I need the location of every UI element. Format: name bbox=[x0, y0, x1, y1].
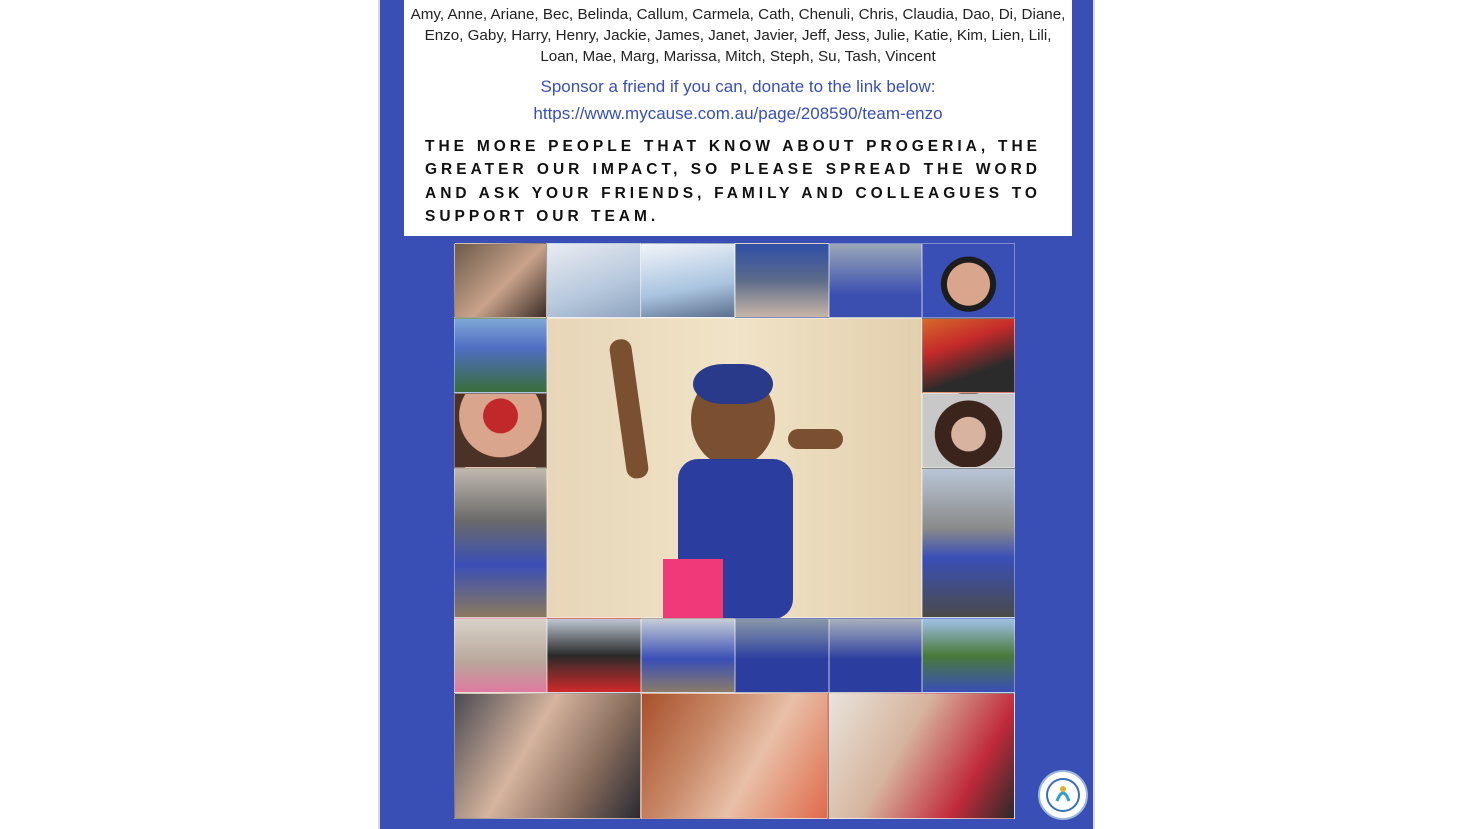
photo-tile bbox=[454, 618, 547, 693]
photo-tile bbox=[922, 618, 1015, 693]
photo-tile bbox=[828, 693, 1015, 819]
photo-tile bbox=[922, 468, 1015, 618]
photo-tile bbox=[641, 618, 735, 693]
photo-tile bbox=[454, 393, 547, 468]
photo-tile bbox=[829, 618, 922, 693]
awareness-message: THE MORE PEOPLE THAT KNOW ABOUT PROGERIA, THE GREATER OUR IMPACT, SO PLEASE SPREAD THE WORD AND ASK YOUR FRIENDS, FAMILY AND COLLEAGUES TO SUPPORT OUR TEAM. bbox=[425, 138, 1041, 225]
donation-link[interactable]: https://www.mycause.com.au/page/208590/team-enzo bbox=[533, 104, 943, 123]
photo-tile bbox=[454, 318, 547, 393]
photo-tile bbox=[735, 618, 829, 693]
team-member-names: Amy, Anne, Ariane, Bec, Belinda, Callum, Carmela, Cath, Chenuli, Chris, Claudia, Dao, Di, Diane, Enzo, Gaby, Harry, Henry, Jackie, James, Janet, Javier, Jeff, Jess, Julie, Katie, Kim, Lien, Lili, Loan, Mae, Marg, Marissa, Mitch, Steph, Su, Tash, Vincent bbox=[410, 6, 1066, 65]
featured-photo-figure bbox=[548, 319, 923, 619]
photo-tile bbox=[547, 618, 641, 693]
photo-tile bbox=[454, 468, 547, 618]
featured-photo bbox=[547, 318, 922, 618]
photo-tile bbox=[829, 243, 922, 318]
photo-tile bbox=[922, 318, 1015, 393]
photo-tile bbox=[641, 243, 735, 318]
photo-tile bbox=[454, 693, 641, 819]
sponsor-text: Sponsor a friend if you can, donate to the link below: bbox=[540, 77, 936, 96]
registered-charity-badge-graphic bbox=[1045, 777, 1081, 813]
photo-tile bbox=[547, 243, 641, 318]
photo-tile bbox=[454, 243, 547, 318]
photo-tile bbox=[922, 243, 1015, 318]
poster bbox=[378, 0, 1095, 829]
photo-tile bbox=[641, 693, 828, 819]
info-panel bbox=[404, 0, 1072, 236]
photo-tile bbox=[735, 243, 829, 318]
registered-charity-icon bbox=[1038, 770, 1088, 820]
photo-collage bbox=[454, 243, 1015, 819]
photo-tile bbox=[922, 393, 1015, 468]
